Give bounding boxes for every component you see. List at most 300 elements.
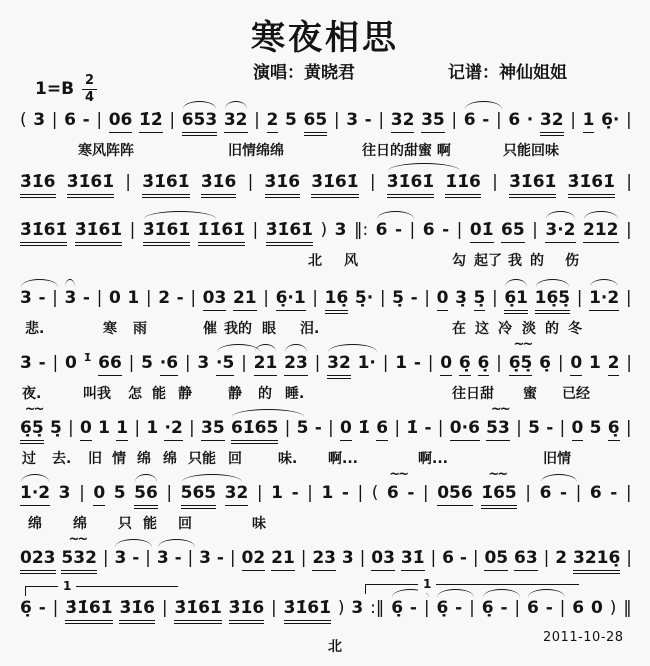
note-token: 1 (98, 418, 110, 438)
note-token: 3 (341, 548, 354, 568)
barline: ( (20, 110, 27, 130)
barline: | (557, 353, 564, 373)
note-token: 3·2 (545, 220, 575, 243)
note-token: - (176, 288, 184, 308)
barline: | (495, 110, 502, 130)
barline: | (382, 353, 389, 373)
note-token: 5̣ (474, 288, 486, 311)
lyric-syllable: 回 (178, 516, 192, 532)
note-token: 3 (20, 288, 32, 308)
note-token: 3̇1̇6 (229, 598, 265, 621)
note-token: 3 (334, 220, 347, 240)
barline: | (51, 110, 58, 130)
barline: | (256, 483, 263, 503)
barline: | (543, 548, 550, 568)
note-token: - (409, 598, 417, 618)
mordent-icon: ~~ (24, 402, 43, 417)
barline: | (166, 483, 173, 503)
note-token: 1̇ (83, 351, 92, 364)
note-token: 5 (285, 110, 297, 130)
note-token: 6 (64, 110, 76, 130)
note-token: 6 (508, 110, 521, 130)
barline: | (52, 353, 59, 373)
lyric-syllable: 雨 (133, 321, 147, 337)
barline: | (134, 418, 141, 438)
note-token: 3̣ (455, 288, 467, 308)
key-label: 1=B (35, 79, 75, 100)
score-line (20, 220, 632, 268)
note-token: 1 (321, 483, 334, 503)
note-token: 3̇1̇61̇ (509, 172, 556, 195)
note-token: 1 (271, 483, 284, 503)
note-token: 0 (590, 598, 603, 618)
barline: | (532, 220, 538, 240)
note-token: 3216̣ (573, 548, 620, 571)
volta-label: 1 (418, 576, 436, 593)
note-token: 5 (528, 418, 540, 438)
barline: | (52, 598, 59, 618)
note-token: - (82, 288, 90, 308)
note-token: 1 (127, 288, 140, 308)
lyric-syllable: 往日的甜蜜 啊 (362, 143, 451, 159)
note-token: 6 (526, 598, 539, 618)
note-token: 0 (437, 288, 449, 311)
note-token: 3̇1̇6 (201, 172, 237, 195)
note-token: 0 (65, 353, 77, 373)
barline: | (492, 172, 498, 192)
lyric-syllable: 风 (344, 253, 358, 269)
barline: | (96, 110, 103, 130)
note-token: - (395, 220, 403, 240)
note-token: 6 (589, 483, 602, 503)
barline: | (190, 288, 197, 308)
barline: | (559, 598, 566, 618)
lyric-syllable: 这 (475, 321, 489, 337)
barline: | (456, 220, 463, 240)
lyric-syllable: 冷 (498, 321, 512, 337)
notation-row (20, 598, 632, 621)
barline: | (525, 483, 532, 503)
lyric-syllable: 啊... (418, 451, 448, 467)
barline: | (472, 548, 479, 568)
time-signature-denominator: 4 (85, 89, 95, 105)
note-token: 21 (271, 548, 295, 571)
note-token: 03 (203, 288, 227, 311)
note-token: 56 (134, 483, 158, 506)
note-token: 6̣ (459, 353, 471, 376)
note-token: 01̇ (470, 220, 494, 243)
key-signature (35, 74, 97, 104)
lyric-syllable: 只能 (188, 451, 216, 467)
score-line (20, 467, 632, 532)
note-token: 1̇65 ~~ (481, 483, 517, 506)
note-token: ·6 (160, 353, 178, 376)
lyric-syllable: 勾 (452, 253, 466, 269)
note-token: 6̣ (20, 598, 32, 618)
note-token: 0 (340, 418, 352, 441)
lyric-syllable: 我 (508, 253, 522, 269)
barline: | (247, 172, 254, 192)
note-token: 53 ~~ (486, 418, 510, 441)
barline: | (359, 548, 366, 568)
note-token: 6̣ (478, 353, 490, 376)
barline: | (514, 598, 521, 618)
barline: | (263, 288, 269, 308)
lyric-syllable: 的 (258, 386, 272, 402)
score-line (20, 110, 632, 158)
lyric-syllable: 旧 (88, 451, 102, 467)
barline: | (576, 288, 583, 308)
barline: | (312, 288, 319, 308)
lyric-syllable: 睡. (285, 386, 305, 402)
barline: | (451, 110, 458, 130)
note-token: 66 (98, 353, 122, 376)
note-token: - (500, 598, 508, 618)
note-token: 1̇1̇6 (445, 172, 481, 195)
note-token: - (407, 483, 415, 503)
score-line (20, 402, 632, 467)
lyric-syllable: 冬 (568, 321, 582, 337)
notation-row (20, 172, 632, 195)
note-token: 5̣ (392, 288, 405, 308)
lyric-syllable: 绵 (28, 516, 42, 532)
barline: | (516, 418, 522, 438)
lyric-syllable: 过 (22, 451, 36, 467)
barline: | (394, 418, 401, 438)
lyric-syllable: 的 (530, 253, 544, 269)
lyric-syllable: 的 (545, 321, 559, 337)
note-token: 0 (80, 418, 92, 441)
barline: | (241, 353, 247, 373)
barline: | (357, 483, 364, 503)
note-token: - (546, 418, 554, 438)
note-token: 5 (141, 353, 153, 373)
note-token: - (455, 598, 463, 618)
note-token: 3̇1̇61̇ (65, 598, 112, 621)
note-token: 23 (284, 353, 308, 376)
barline: | (300, 548, 307, 568)
barline: | (626, 548, 632, 568)
barline: | (369, 172, 376, 192)
note-token: 056 (437, 483, 473, 506)
singer-credit: 演唱：黄晓君 (253, 63, 355, 83)
note-token: 2 (158, 288, 171, 308)
note-token: 6 (375, 220, 388, 240)
mordent-icon: ~~ (389, 467, 408, 482)
note-token: 6̣ (608, 418, 620, 441)
lyric-syllable: 只 (118, 516, 132, 532)
note-token: 3̇1̇61̇ (20, 220, 67, 243)
notator-credit: 记谱：神仙姐姐 (448, 63, 567, 83)
barline: | (625, 288, 632, 308)
note-token: 32 (224, 110, 248, 133)
volta-bracket-1-right (365, 577, 579, 594)
lyric-syllable: 只能回味 (503, 143, 559, 159)
note-token: - (545, 598, 553, 618)
lyric-syllable: 蜜 (523, 386, 537, 402)
note-token: 212 (583, 220, 619, 243)
barline: ) (320, 220, 328, 240)
barline: | (496, 353, 502, 373)
note-token: 3̇1̇6 (265, 172, 301, 195)
note-token: 1̇2̇ (139, 110, 163, 133)
lyric-syllable: 已经 (562, 386, 590, 402)
note-token: 1 (116, 418, 128, 441)
barline: | (145, 288, 152, 308)
lyric-syllable: 我的 (224, 321, 252, 337)
note-token: ·5 (216, 353, 234, 376)
barline: | (333, 110, 340, 130)
note-token: 1·2 (589, 288, 619, 311)
song-title: 寒夜相思 (251, 18, 399, 58)
note-token: 3̇1̇61̇ (174, 598, 221, 621)
note-token: 0 (93, 483, 105, 506)
barline: :‖ (370, 598, 385, 618)
note-token: 3̇1̇61̇ (284, 598, 331, 621)
barline: | (314, 353, 321, 373)
note-token: - (341, 483, 349, 503)
barline: | (271, 598, 277, 618)
lyric-syllable: 眼 (262, 321, 276, 337)
note-token: 3̇1̇6 (20, 172, 56, 195)
barline: | (307, 483, 313, 503)
note-token: 1̇ (406, 418, 419, 438)
time-signature (82, 74, 97, 104)
note-token: 3̇1̇6 (119, 598, 155, 621)
note-token: 3 (351, 598, 364, 618)
barline: | (378, 110, 385, 130)
barline: | (328, 418, 334, 438)
note-token: 565 (181, 483, 217, 506)
note-token: 06 (109, 110, 133, 133)
notation-row (20, 532, 632, 571)
note-token: - (559, 483, 568, 503)
note-token: 1̇ (358, 418, 370, 438)
barline: | (145, 548, 151, 568)
note-token: - (410, 288, 418, 308)
barline: | (626, 353, 632, 373)
note-token: 32 (391, 110, 415, 133)
note-token: 0 (108, 288, 121, 308)
note-token: 3̇1̇61̇ (311, 172, 358, 195)
note-token: 21 (254, 353, 278, 376)
lyric-syllable: 寒风阵阵 (78, 143, 134, 159)
barline: ‖: (353, 220, 369, 240)
barline: | (424, 288, 431, 308)
barline: | (409, 220, 416, 240)
note-token: 3 (20, 353, 32, 373)
barline: | (189, 418, 195, 438)
note-token: 6 (442, 548, 454, 568)
barline: | (284, 418, 291, 438)
lyric-syllable: 绵 (163, 451, 177, 467)
barline: | (626, 172, 632, 192)
barline: | (437, 418, 444, 438)
barline: | (379, 288, 386, 308)
note-token: - (132, 548, 140, 568)
barline: | (102, 548, 109, 568)
note-token: 23 (312, 548, 336, 571)
volta-bracket-1-left (25, 579, 178, 596)
note-token: 31̇ (401, 548, 425, 571)
score-line (20, 288, 632, 336)
note-token: 3 (64, 288, 77, 308)
note-token: 1 (583, 110, 595, 133)
lyric-syllable: 北 (328, 639, 342, 655)
note-token: 3 (346, 110, 359, 130)
note-token: 3̇1̇61̇ (143, 220, 190, 243)
score-line (20, 172, 632, 220)
score-line (20, 598, 632, 655)
note-token: 5̣· (354, 288, 374, 308)
note-token: - (314, 418, 322, 438)
note-token: 3̇1̇61̇ (568, 172, 615, 195)
barline: | (187, 548, 194, 568)
barline: | (570, 110, 576, 130)
lyric-syllable: 叫我 (83, 386, 111, 402)
note-token: 3̇1̇61̇ (142, 172, 189, 195)
barline: | (492, 288, 498, 308)
lyric-syllable: 在 (452, 321, 466, 337)
note-token: 3 (114, 548, 127, 568)
note-token: 6 (539, 483, 552, 503)
note-token: · (526, 110, 534, 130)
barline: | (422, 483, 429, 503)
note-token: 5̣ (49, 418, 62, 438)
note-token: 35 (421, 110, 445, 133)
lyric-syllable: 能 (152, 386, 166, 402)
lyric-syllable: 味. (278, 451, 298, 467)
note-token: 023 (20, 548, 56, 571)
barline: | (161, 598, 168, 618)
note-token: 3 (58, 483, 71, 503)
note-token: 1 (588, 353, 601, 373)
barline: | (625, 418, 632, 438)
barline: | (575, 483, 582, 503)
barline: | (625, 220, 632, 240)
note-token: 1·2 (20, 483, 50, 506)
note-token: 6̣ (391, 598, 404, 618)
note-token: 5 (589, 418, 602, 438)
lyric-syllable: 旧情 (543, 451, 571, 467)
lyric-syllable: 悲. (25, 321, 45, 337)
note-token: 5 (296, 418, 309, 438)
notation-row (20, 402, 632, 441)
notation-row (20, 220, 632, 243)
note-token: - (38, 288, 46, 308)
lyric-syllable: 催 (203, 321, 217, 337)
lyric-syllable: 绵 (73, 516, 87, 532)
barline: ) (609, 598, 617, 618)
note-token: 3 (199, 548, 212, 568)
note-token: - (413, 353, 421, 373)
note-token: 2 (555, 548, 568, 568)
note-token: 1 (146, 418, 159, 438)
lyric-syllable: 夜. (22, 386, 42, 402)
note-token: 6̣· (601, 110, 620, 130)
note-token: 6 (463, 110, 476, 130)
mordent-icon: ~~ (513, 337, 532, 352)
barline: | (625, 483, 632, 503)
note-token: 16̣5̣ (535, 288, 571, 311)
lyric-syllable: 起了 (474, 253, 502, 269)
note-token: 6̣·1 (276, 288, 306, 311)
mordent-icon: ~~ (68, 532, 87, 547)
note-token: 6 (376, 418, 388, 441)
note-token: 3 (33, 110, 46, 130)
note-token: 6̣ (481, 598, 494, 618)
note-token: 6̣ (436, 598, 449, 618)
note-token: 3̇1̇61̇ (266, 220, 313, 243)
note-token: 3̇1̇61̇ (387, 172, 434, 195)
lyric-syllable: 味 (252, 516, 266, 532)
note-token: - (82, 110, 90, 130)
barline: ( (371, 483, 379, 503)
lyric-syllable: 旧情绵绵 (228, 143, 284, 159)
lyric-syllable: 淡 (522, 321, 536, 337)
note-token: 3 (156, 548, 169, 568)
notation-row (20, 467, 632, 506)
note-token: - (610, 483, 618, 503)
note-token: 653 (182, 110, 218, 133)
barline: | (423, 598, 430, 618)
note-token: 63 (514, 548, 538, 571)
barline: | (559, 418, 566, 438)
note-token: 65 (304, 110, 328, 133)
note-token: 2 (267, 110, 279, 133)
note-token: ·2 (164, 418, 182, 441)
note-token: 1· (357, 353, 376, 373)
note-token: - (364, 110, 372, 130)
note-token: 3 (197, 353, 210, 373)
lyric-syllable: 啊... (328, 451, 358, 467)
note-token: 0·6 (450, 418, 480, 441)
lyric-syllable: 伤 (565, 253, 579, 269)
note-token: 6̣ (539, 353, 552, 373)
mordent-icon: ~~ (490, 402, 509, 417)
note-token: 6̣1 (504, 288, 528, 311)
note-token: - (38, 353, 46, 373)
barline: ) (337, 598, 345, 618)
barline: | (252, 220, 259, 240)
note-token: 1̇1̇61̇ (198, 220, 245, 243)
barline: | (169, 110, 176, 130)
note-token: 5 (113, 483, 126, 503)
barline: | (229, 548, 236, 568)
note-token: 6̣5̣ ~~ (20, 418, 44, 441)
note-token: - (174, 548, 182, 568)
lyric-syllable: 北 (308, 253, 322, 269)
date-stamp: 2011-10-28 (543, 630, 624, 645)
lyric-syllable: 去. (52, 451, 72, 467)
note-token: - (291, 483, 299, 503)
note-token: 65 (501, 220, 525, 243)
note-token: 3̇1̇61̇ (75, 220, 122, 243)
note-token: 6 ~~ (386, 467, 408, 503)
note-token: 6 (572, 598, 585, 618)
lyric-syllable: 寒 (103, 321, 117, 337)
note-token: 32 (225, 483, 249, 506)
barline: | (96, 288, 103, 308)
lyric-syllable: 静 (178, 386, 192, 402)
time-signature-numerator: 2 (82, 74, 97, 90)
note-token: - (482, 110, 490, 130)
note-token: 02 (242, 548, 266, 571)
lyric-syllable: 往日甜 (452, 386, 494, 402)
barline: | (430, 548, 437, 568)
barline: | (52, 288, 58, 308)
barline: | (469, 598, 475, 618)
